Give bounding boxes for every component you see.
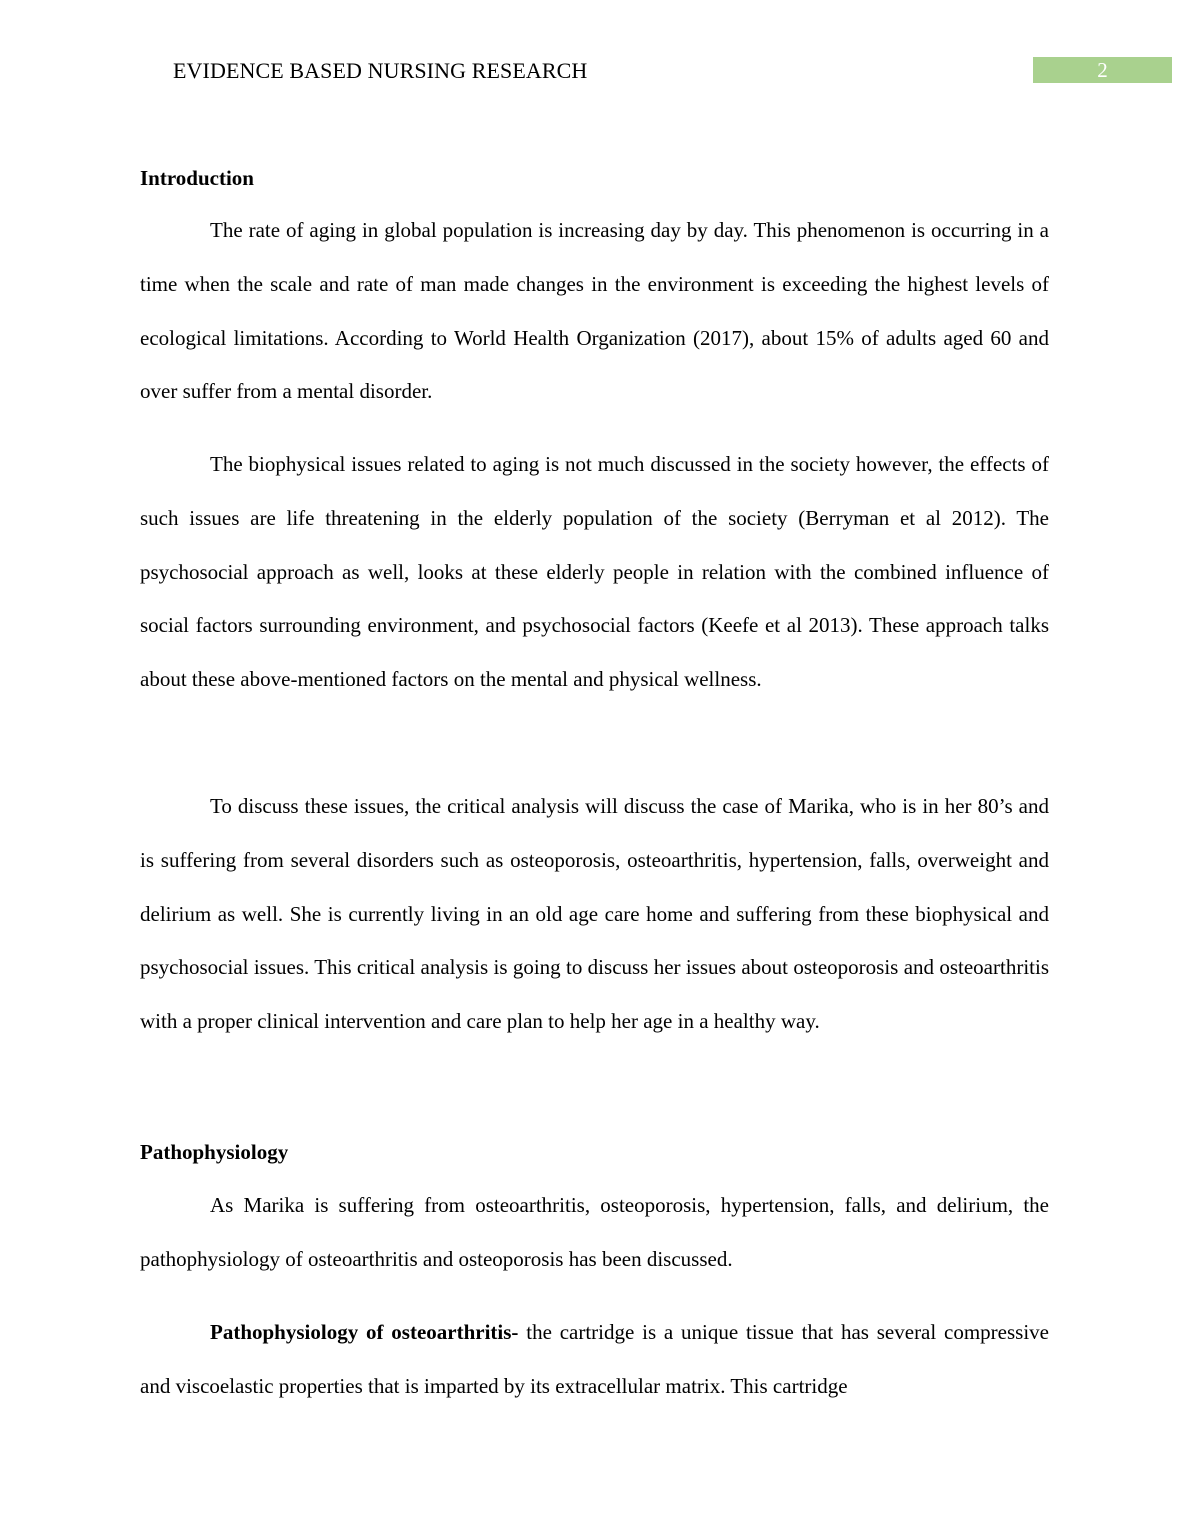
page-number-badge: 2 — [1033, 57, 1172, 83]
osteoarthritis-label: Pathophysiology of osteoarthritis- — [210, 1320, 519, 1344]
heading-introduction: Introduction — [140, 166, 254, 190]
osteoarthritis-text: the cartridge is a unique tissue that has several compressive and viscoelastic properties that is imparted by its extracellular matrix. This cartridge — [140, 1320, 1049, 1398]
osteoarthritis-paragraph — [140, 1306, 1049, 1414]
intro-paragraph-3: To discuss these issues, the critical analysis will discuss the case of Marika, who is in her 80’s and is suffering from several disorders such as osteoporosis, osteoarthritis, hypertension, falls, overweight and delirium as well. She is currently living in an old age care home and suffering from these biophysical and psychosocial issues. This critical analysis is going to discuss her issues about osteoporosis and osteoarthritis with a proper clinical intervention and care plan to help her age in a healthy way. — [140, 794, 1049, 1034]
intro-paragraph-2: The biophysical issues related to aging is not much discussed in the society however, the effects of such issues are life threatening in the elderly population of the society (Berryman et al 2012). The psychosocial approach as well, looks at these elderly people in relation with the combined influence of social factors surrounding environment, and psychosocial factors (Keefe et al 2013). These approach talks about these above-mentioned factors on the mental and physical wellness. — [140, 452, 1049, 692]
pathophysiology-paragraph: As Marika is suffering from osteoarthritis, osteoporosis, hypertension, falls, and delirium, the pathophysiology of osteoarthritis and osteoporosis has been discussed. — [140, 1193, 1049, 1271]
heading-pathophysiology: Pathophysiology — [140, 1140, 289, 1164]
running-header: EVIDENCE BASED NURSING RESEARCH — [173, 58, 588, 83]
intro-paragraph-1: The rate of aging in global population is increasing day by day. This phenomenon is occurring in a time when the scale and rate of man made changes in the environment is exceeding the highest levels of ecological limitations. According to World Health Organization (2017), about 15% of adults aged 60 and over suffer from a mental disorder. — [140, 218, 1049, 404]
